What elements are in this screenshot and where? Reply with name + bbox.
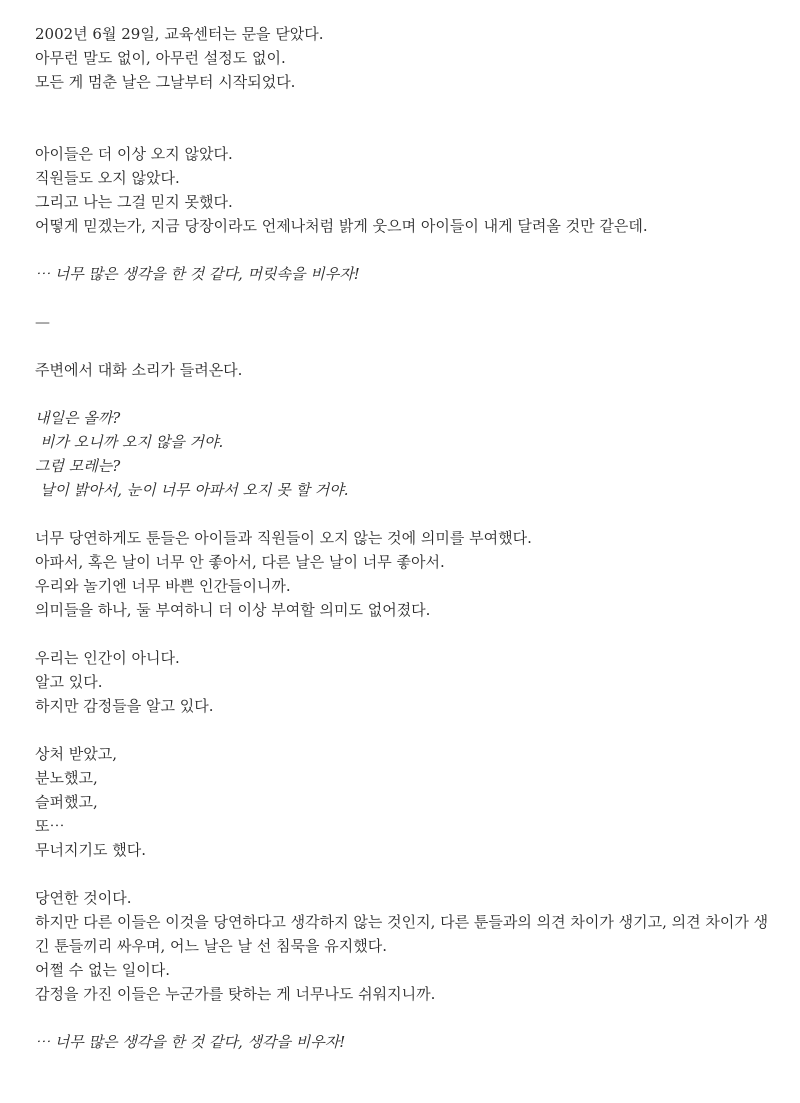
text-line: 무너지기도 했다. [35,841,146,859]
text-line: 모든 게 멈춘 날은 그날부터 시작되었다. [35,73,296,91]
dialogue-line: 날이 밝아서, 눈이 너무 아파서 오지 못 할 거야. [40,481,349,499]
text-line: 우리와 놀기엔 너무 바쁜 인간들이니까. [35,577,291,595]
text-line: 당연한 것이다. [35,889,132,907]
section-divider: — [35,313,50,331]
dialogue-line: 내일은 올까? [35,409,121,427]
dialogue-line: 그럼 모레는? [35,457,121,475]
text-line: 어쩔 수 없는 일이다. [35,961,170,979]
conversation-intro: 주변에서 대화 소리가 들려온다. [35,361,243,379]
paragraph-intro [35,22,780,94]
text-line: 상처 받았고, [35,745,117,763]
text-line: 그리고 나는 그걸 믿지 못했다. [35,193,233,211]
text-line: 하지만 감정들을 알고 있다. [35,697,214,715]
paragraph-conflict [35,886,780,1006]
text-line: 슬퍼했고, [35,793,98,811]
paragraph-emotions [35,742,780,862]
paragraph-absence [35,142,780,238]
text-line: 직원들도 오지 않았다. [35,169,180,187]
paragraph-not-human [35,646,780,718]
text-line: 어떻게 믿겠는가, 지금 당장이라도 언제나처럼 밝게 웃으며 아이들이 내게 달려올 것만 같은데. [35,217,648,235]
text-line: 알고 있다. [35,673,103,691]
dialogue-line: 비가 오니까 오지 않을 거야. [40,433,224,451]
text-line: 하지만 다른 이들은 이것을 당연하다고 생각하지 않는 것인지, 다른 툰들과의 의견 차이가 생기고, 의견 차이가 생긴 툰들끼리 싸우며, 어느 날은 날 선 침묵을 유지했다. [35,913,769,955]
text-line: 감정을 가진 이들은 누군가를 탓하는 게 너무나도 쉬워지니까. [35,985,436,1003]
document-body [35,22,780,1054]
text-line: 2002년 6월 29일, 교육센터는 문을 닫았다. [35,25,324,43]
text-line: 아이들은 더 이상 오지 않았다. [35,145,233,163]
text-line: 우리는 인간이 아니다. [35,649,180,667]
inner-thought: ⋯ 너무 많은 생각을 한 것 같다, 머릿속을 비우자! [35,265,360,283]
paragraph-meaning [35,526,780,622]
text-line: 너무 당연하게도 툰들은 아이들과 직원들이 오지 않는 것에 의미를 부여했다. [35,529,532,547]
text-line: 또⋯ [35,817,65,835]
text-line: 아무런 말도 없이, 아무런 설정도 없이. [35,49,286,67]
inner-thought: ⋯ 너무 많은 생각을 한 것 같다, 생각을 비우자! [35,1033,346,1051]
text-line: 의미들을 하나, 둘 부여하니 더 이상 부여할 의미도 없어졌다. [35,601,431,619]
text-line: 아파서, 혹은 날이 너무 안 좋아서, 다른 날은 날이 너무 좋아서. [35,553,445,571]
dialogue-block [35,406,780,502]
text-line: 분노했고, [35,769,98,787]
